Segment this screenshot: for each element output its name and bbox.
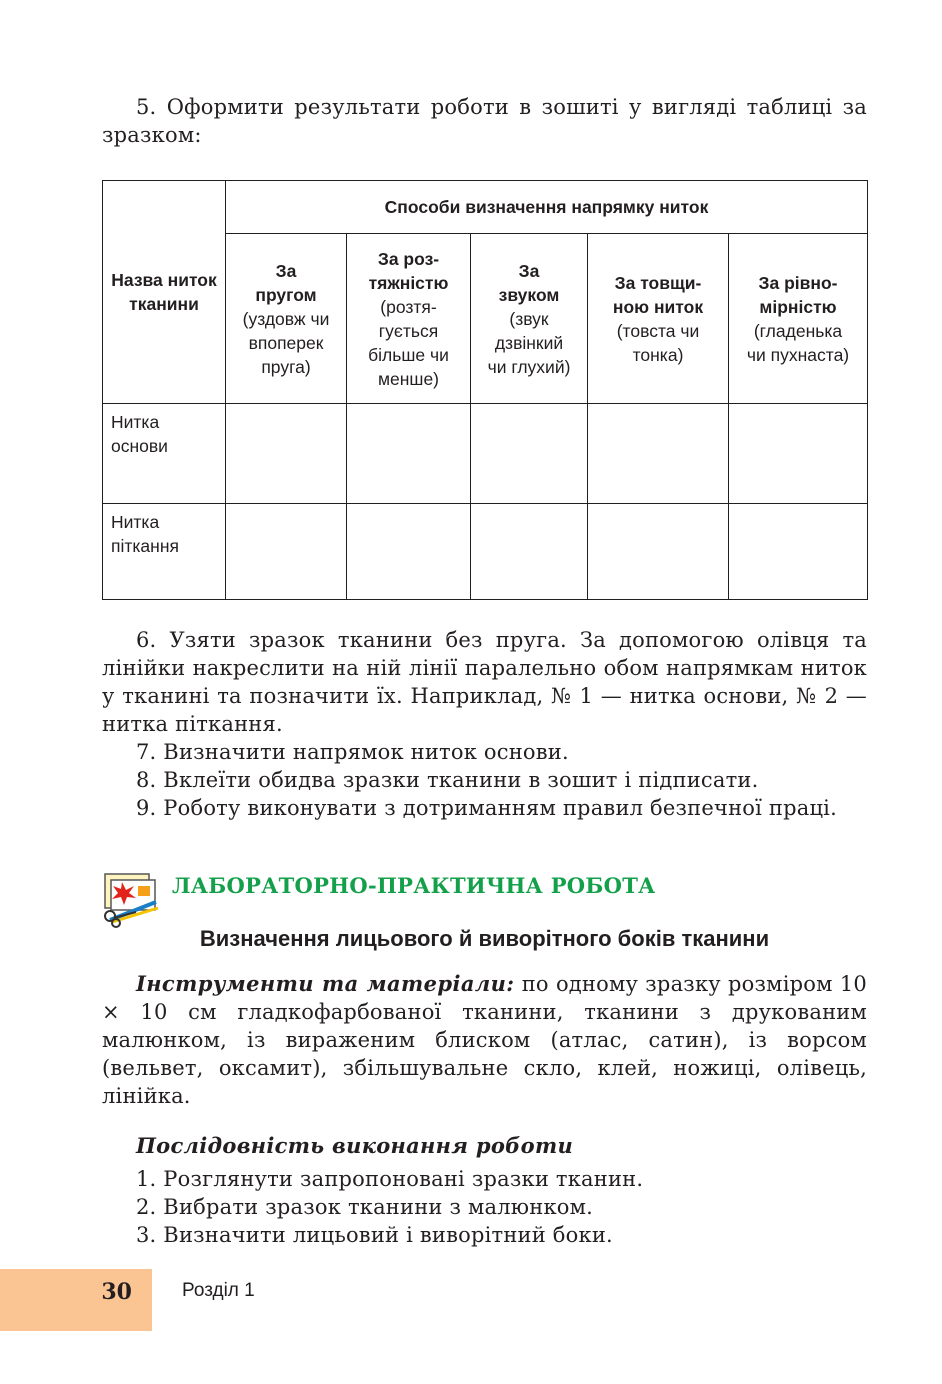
column-title-line: пругом [255, 284, 317, 305]
header-methods [226, 181, 868, 234]
table-row [103, 504, 868, 600]
column-title-line: За товщи- [614, 272, 702, 293]
results-table [102, 180, 868, 600]
column-title-line: За [275, 260, 297, 281]
column-note-line: тонка) [632, 344, 684, 365]
row-label-weft [103, 504, 226, 600]
lab-heading: ЛАБОРАТОРНО-ПРАКТИЧНА РОБОТА [172, 873, 656, 898]
empty-cell [588, 504, 729, 600]
step-7: 7. Визначити напрямок ниток основи. [136, 740, 569, 764]
tools-label: Інструменти та матеріали: [136, 971, 515, 996]
column-thickness [588, 234, 729, 404]
column-title-line: За [518, 260, 540, 281]
column-evenness [729, 234, 868, 404]
page-number: 30 [101, 1279, 132, 1305]
empty-cell [471, 404, 588, 504]
step-1: 1. Розглянути запропоновані зразки тканин. [136, 1167, 644, 1191]
header-thread-name [103, 181, 226, 404]
column-title-line: За рівно- [758, 272, 838, 293]
step-8: 8. Вклеїти обидва зразки тканини в зошит і підписати. [136, 768, 759, 792]
work-title: Визначення лицьового й виворітного боків тканини [199, 926, 770, 951]
column-selvage [226, 234, 347, 404]
empty-cell [729, 404, 868, 504]
section-label: Розділ 1 [182, 1280, 255, 1301]
column-note-line: чи глухий) [487, 356, 571, 377]
empty-cell [347, 404, 471, 504]
empty-cell [588, 404, 729, 504]
column-title-line: ною ниток [612, 296, 704, 317]
column-note-line: (звук [509, 308, 549, 329]
step-9: 9. Роботу виконувати з дотриманням правил безпечної праці. [136, 796, 837, 820]
column-note-line: (уздовж чи [242, 308, 330, 329]
table-row [103, 404, 868, 504]
empty-cell [347, 504, 471, 600]
column-note-line: пруга) [261, 356, 311, 377]
row-label-line: піткання [111, 536, 179, 556]
step-3: 3. Визначити лицьовий і виворітний боки. [136, 1223, 613, 1247]
column-title-line: За роз- [377, 248, 440, 269]
column-note-line: гується [378, 320, 439, 341]
header-thread-name-text: Назва ниток тканини [111, 270, 217, 314]
sequence-title: Послідовність виконання роботи [136, 1133, 574, 1158]
empty-cell [729, 504, 868, 600]
column-note-line: чи пухнаста) [746, 344, 850, 365]
header-methods-text: Способи визначення напрямку ниток [384, 197, 709, 217]
empty-cell [226, 404, 347, 504]
row-label-line: Нитка [111, 512, 160, 532]
column-note-line: дзвінкий [494, 332, 564, 353]
empty-cell [226, 504, 347, 600]
column-note-line: (товста чи [616, 320, 700, 341]
tools-paragraph [102, 970, 867, 1110]
lab-tools-icon [102, 872, 162, 928]
row-label-line: Нитка [111, 412, 160, 432]
row-label-warp [103, 404, 226, 504]
column-stretch [347, 234, 471, 404]
column-sound [471, 234, 588, 404]
column-note-line: (розтя- [380, 296, 437, 317]
column-note-line: впоперек [248, 332, 324, 353]
column-note-line: більше чи [368, 344, 449, 365]
column-note-line: (гладенька [753, 320, 843, 341]
empty-cell [471, 504, 588, 600]
paragraph-5: 5. Оформити результати роботи в зошиті у вигляді таблиці за зразком: [102, 95, 867, 147]
column-title-line: мірністю [759, 296, 837, 317]
paragraph-6: 6. Узяти зразок тканини без пруга. За допомогою олівця та лінійки накреслити на ній лінії паралельно обом напрямкам ниток у тканині та позначити їх. Наприклад, № 1 — нитка основи, № 2 — нитка піткання. [102, 628, 867, 736]
tools-text: по одному зразку розміром 10 × 10 см гладкофарбованої тканини, тканини з друкованим малюнком, із вираженим блиском (атлас, сатин), із ворсом (вельвет, оксамит), збільшувальне скло, клей, ножиці, олівець, лінійка. [102, 972, 867, 1108]
column-title-line: звуком [498, 284, 560, 305]
step-2: 2. Вибрати зразок тканини з малюнком. [136, 1195, 594, 1219]
row-label-line: основи [111, 436, 168, 456]
column-note-line: менше) [377, 368, 440, 389]
column-title-line: тяжністю [368, 272, 449, 293]
